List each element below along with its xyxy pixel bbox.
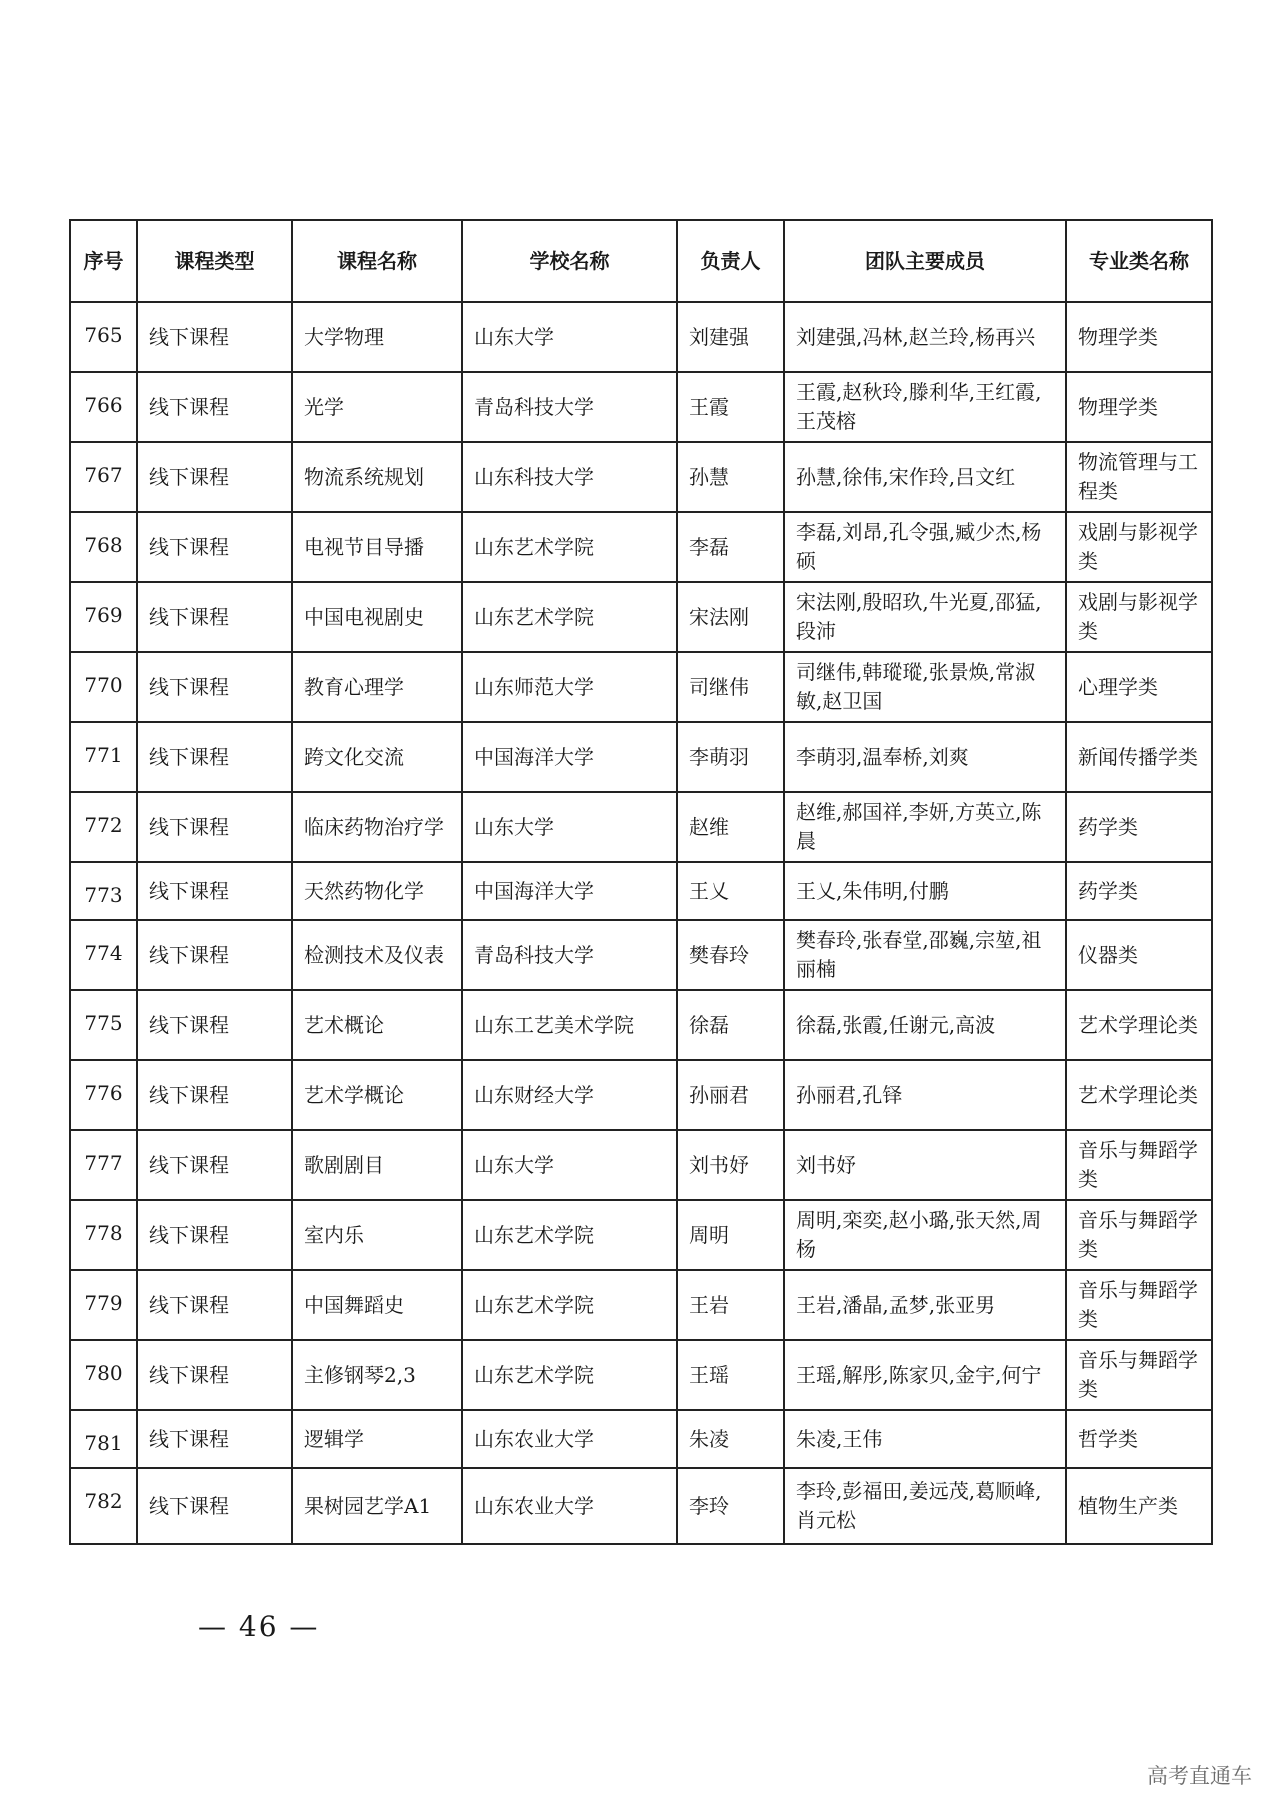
cell-type: 线下课程 (137, 1270, 292, 1340)
table-row (70, 1468, 1212, 1544)
table-row (70, 722, 1212, 792)
cell-type: 线下课程 (137, 372, 292, 442)
cell-major: 戏剧与影视学类 (1066, 512, 1212, 582)
cell-lead: 刘书妤 (677, 1130, 784, 1200)
cell-major: 药学类 (1066, 792, 1212, 862)
cell-no: 766 (70, 372, 137, 442)
cell-team: 孙丽君,孔铎 (784, 1060, 1066, 1130)
cell-course: 光学 (292, 372, 462, 442)
cell-team: 孙慧,徐伟,宋作玲,吕文红 (784, 442, 1066, 512)
header-leader: 负责人 (677, 220, 784, 302)
table-row (70, 512, 1212, 582)
cell-type: 线下课程 (137, 920, 292, 990)
cell-team: 朱凌,王伟 (784, 1410, 1066, 1468)
cell-major: 仪器类 (1066, 920, 1212, 990)
cell-type: 线下课程 (137, 1410, 292, 1468)
cell-team: 赵维,郝国祥,李妍,方英立,陈晨 (784, 792, 1066, 862)
cell-type: 线下课程 (137, 1340, 292, 1410)
table-row (70, 1340, 1212, 1410)
cell-major: 艺术学理论类 (1066, 990, 1212, 1060)
cell-type: 线下课程 (137, 1130, 292, 1200)
table-row (70, 582, 1212, 652)
cell-no: 774 (70, 920, 137, 990)
cell-lead: 刘建强 (677, 302, 784, 372)
cell-team: 刘建强,冯林,赵兰玲,杨再兴 (784, 302, 1066, 372)
cell-type: 线下课程 (137, 442, 292, 512)
header-no: 序号 (70, 220, 137, 302)
cell-no: 773 (70, 862, 137, 920)
cell-lead: 李磊 (677, 512, 784, 582)
cell-no: 780 (70, 1340, 137, 1410)
cell-major: 物理学类 (1066, 372, 1212, 442)
cell-course: 艺术概论 (292, 990, 462, 1060)
cell-team: 王霞,赵秋玲,滕利华,王红霞,王茂榕 (784, 372, 1066, 442)
cell-lead: 徐磊 (677, 990, 784, 1060)
cell-school: 山东工艺美术学院 (462, 990, 677, 1060)
cell-major: 药学类 (1066, 862, 1212, 920)
cell-team: 李磊,刘昂,孔令强,臧少杰,杨硕 (784, 512, 1066, 582)
header-course-type: 课程类型 (137, 220, 292, 302)
cell-course: 临床药物治疗学 (292, 792, 462, 862)
cell-course: 教育心理学 (292, 652, 462, 722)
cell-major: 音乐与舞蹈学类 (1066, 1270, 1212, 1340)
header-major-category: 专业类名称 (1066, 220, 1212, 302)
cell-team: 宋法刚,殷昭玖,牛光夏,邵猛,段沛 (784, 582, 1066, 652)
cell-team: 王乂,朱伟明,付鹏 (784, 862, 1066, 920)
cell-team: 刘书妤 (784, 1130, 1066, 1200)
table-row (70, 1410, 1212, 1468)
cell-course: 物流系统规划 (292, 442, 462, 512)
cell-type: 线下课程 (137, 1468, 292, 1544)
cell-type: 线下课程 (137, 512, 292, 582)
cell-school: 山东财经大学 (462, 1060, 677, 1130)
cell-lead: 王岩 (677, 1270, 784, 1340)
cell-team: 樊春玲,张春堂,邵巍,宗堃,祖丽楠 (784, 920, 1066, 990)
cell-course: 检测技术及仪表 (292, 920, 462, 990)
table-row (70, 990, 1212, 1060)
cell-no: 769 (70, 582, 137, 652)
cell-school: 山东大学 (462, 1130, 677, 1200)
cell-major: 艺术学理论类 (1066, 1060, 1212, 1130)
cell-no: 771 (70, 722, 137, 792)
cell-course: 大学物理 (292, 302, 462, 372)
table-body (70, 302, 1212, 1544)
table-row (70, 652, 1212, 722)
cell-no: 777 (70, 1130, 137, 1200)
table-row (70, 920, 1212, 990)
cell-type: 线下课程 (137, 652, 292, 722)
cell-course: 跨文化交流 (292, 722, 462, 792)
cell-team: 司继伟,韩瑽瑽,张景焕,常淑敏,赵卫国 (784, 652, 1066, 722)
table-row (70, 302, 1212, 372)
cell-school: 山东大学 (462, 792, 677, 862)
cell-school: 青岛科技大学 (462, 372, 677, 442)
cell-school: 山东艺术学院 (462, 1340, 677, 1410)
cell-course: 天然药物化学 (292, 862, 462, 920)
cell-team: 李萌羽,温奉桥,刘爽 (784, 722, 1066, 792)
cell-major: 物流管理与工程类 (1066, 442, 1212, 512)
cell-type: 线下课程 (137, 1200, 292, 1270)
header-course-name: 课程名称 (292, 220, 462, 302)
cell-school: 山东艺术学院 (462, 512, 677, 582)
cell-lead: 孙丽君 (677, 1060, 784, 1130)
cell-school: 山东大学 (462, 302, 677, 372)
cell-course: 歌剧剧目 (292, 1130, 462, 1200)
course-table (69, 219, 1213, 1545)
cell-team: 周明,栾奕,赵小璐,张天然,周杨 (784, 1200, 1066, 1270)
header-team-members: 团队主要成员 (784, 220, 1066, 302)
cell-lead: 王乂 (677, 862, 784, 920)
cell-team: 王岩,潘晶,孟梦,张亚男 (784, 1270, 1066, 1340)
table-row (70, 862, 1212, 920)
cell-type: 线下课程 (137, 722, 292, 792)
cell-lead: 李萌羽 (677, 722, 784, 792)
table-row (70, 792, 1212, 862)
page-number: — 46 — (198, 1610, 320, 1643)
cell-team: 王瑶,解彤,陈家贝,金宇,何宁 (784, 1340, 1066, 1410)
cell-type: 线下课程 (137, 582, 292, 652)
cell-no: 765 (70, 302, 137, 372)
cell-type: 线下课程 (137, 1060, 292, 1130)
cell-lead: 宋法刚 (677, 582, 784, 652)
cell-school: 山东艺术学院 (462, 1200, 677, 1270)
cell-lead: 樊春玲 (677, 920, 784, 990)
header-school-name: 学校名称 (462, 220, 677, 302)
table-row (70, 1060, 1212, 1130)
cell-school: 山东农业大学 (462, 1468, 677, 1544)
cell-lead: 王霞 (677, 372, 784, 442)
cell-no: 775 (70, 990, 137, 1060)
cell-school: 山东艺术学院 (462, 582, 677, 652)
cell-school: 山东师范大学 (462, 652, 677, 722)
cell-course: 主修钢琴2,3 (292, 1340, 462, 1410)
cell-school: 中国海洋大学 (462, 862, 677, 920)
cell-course: 中国舞蹈史 (292, 1270, 462, 1340)
cell-lead: 李玲 (677, 1468, 784, 1544)
cell-major: 音乐与舞蹈学类 (1066, 1340, 1212, 1410)
cell-no: 772 (70, 792, 137, 862)
cell-course: 室内乐 (292, 1200, 462, 1270)
cell-lead: 王瑶 (677, 1340, 784, 1410)
cell-no: 767 (70, 442, 137, 512)
cell-type: 线下课程 (137, 792, 292, 862)
cell-lead: 司继伟 (677, 652, 784, 722)
cell-type: 线下课程 (137, 990, 292, 1060)
table-row (70, 372, 1212, 442)
cell-school: 青岛科技大学 (462, 920, 677, 990)
cell-lead: 赵维 (677, 792, 784, 862)
cell-major: 戏剧与影视学类 (1066, 582, 1212, 652)
cell-school: 山东艺术学院 (462, 1270, 677, 1340)
cell-no: 770 (70, 652, 137, 722)
cell-school: 中国海洋大学 (462, 722, 677, 792)
cell-school: 山东农业大学 (462, 1410, 677, 1468)
cell-team: 徐磊,张霞,任谢元,高波 (784, 990, 1066, 1060)
cell-major: 音乐与舞蹈学类 (1066, 1200, 1212, 1270)
cell-lead: 孙慧 (677, 442, 784, 512)
cell-team: 李玲,彭福田,姜远茂,葛顺峰,肖元松 (784, 1468, 1066, 1544)
cell-type: 线下课程 (137, 862, 292, 920)
cell-lead: 周明 (677, 1200, 784, 1270)
cell-major: 哲学类 (1066, 1410, 1212, 1468)
cell-major: 植物生产类 (1066, 1468, 1212, 1544)
watermark-text: 高考直通车 (1147, 1764, 1252, 1788)
cell-major: 物理学类 (1066, 302, 1212, 372)
table-row (70, 1270, 1212, 1340)
cell-no: 779 (70, 1270, 137, 1340)
cell-course: 艺术学概论 (292, 1060, 462, 1130)
cell-course: 中国电视剧史 (292, 582, 462, 652)
cell-no: 781 (70, 1410, 137, 1468)
cell-school: 山东科技大学 (462, 442, 677, 512)
cell-no: 782 (70, 1468, 137, 1544)
cell-no: 768 (70, 512, 137, 582)
cell-major: 新闻传播学类 (1066, 722, 1212, 792)
cell-course: 果树园艺学A1 (292, 1468, 462, 1544)
cell-major: 音乐与舞蹈学类 (1066, 1130, 1212, 1200)
cell-no: 778 (70, 1200, 137, 1270)
cell-type: 线下课程 (137, 302, 292, 372)
cell-lead: 朱凌 (677, 1410, 784, 1468)
table-row (70, 442, 1212, 512)
course-table-container (69, 219, 1211, 1545)
table-row (70, 1200, 1212, 1270)
table-header-row (70, 220, 1212, 302)
cell-no: 776 (70, 1060, 137, 1130)
cell-major: 心理学类 (1066, 652, 1212, 722)
cell-course: 逻辑学 (292, 1410, 462, 1468)
table-row (70, 1130, 1212, 1200)
cell-course: 电视节目导播 (292, 512, 462, 582)
